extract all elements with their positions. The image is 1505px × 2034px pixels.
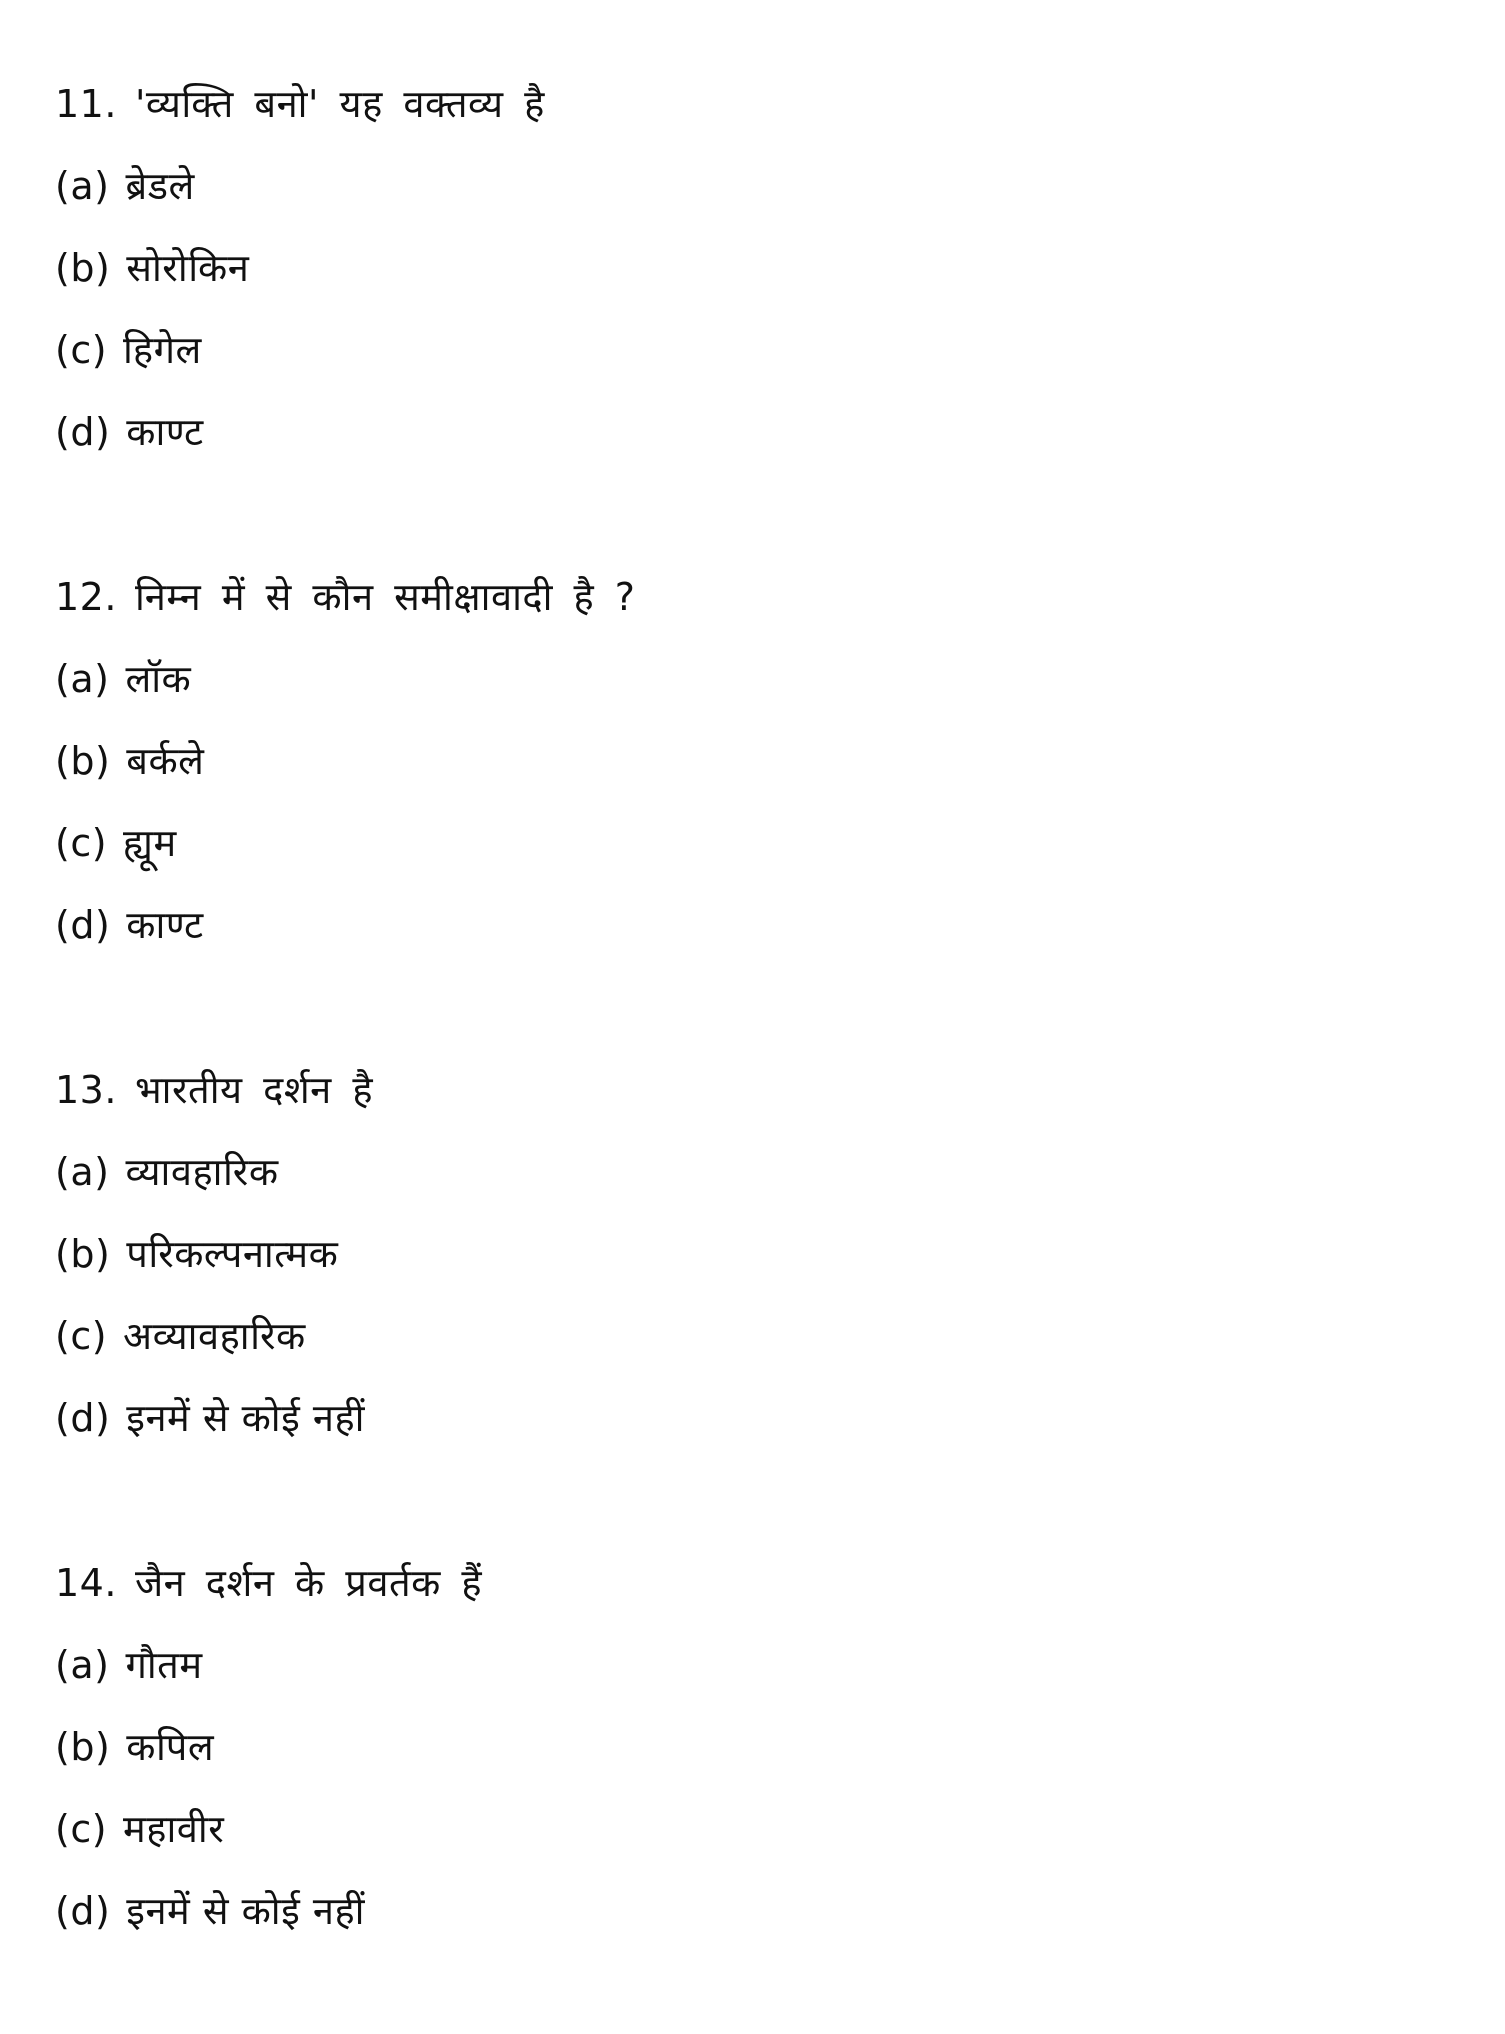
option-text: कपिल xyxy=(126,1725,215,1769)
option-letter: (c) xyxy=(55,1807,108,1851)
option-b xyxy=(55,1222,1455,1304)
option-text: ह्यूम xyxy=(123,821,177,865)
option-a xyxy=(55,1633,1455,1715)
option-b xyxy=(55,1715,1455,1797)
question-13 xyxy=(55,1058,1455,1468)
option-letter: (c) xyxy=(55,821,108,865)
question-line xyxy=(55,72,1455,154)
option-b xyxy=(55,729,1455,811)
option-b xyxy=(55,236,1455,318)
question-number: 14. xyxy=(55,1561,117,1605)
question-text: जैन दर्शन के प्रवर्तक हैं xyxy=(134,1561,483,1605)
option-letter: (a) xyxy=(55,1150,110,1194)
option-text: गौतम xyxy=(125,1643,203,1687)
option-text: परिकल्पनात्मक xyxy=(126,1232,339,1276)
option-text: अव्यावहारिक xyxy=(123,1314,306,1358)
question-line xyxy=(55,1551,1455,1633)
option-d xyxy=(55,1879,1455,1961)
option-text: काण्ट xyxy=(126,903,204,947)
option-letter: (b) xyxy=(55,739,111,783)
option-text: लॉक xyxy=(125,657,192,701)
question-number: 11. xyxy=(55,82,117,126)
option-letter: (d) xyxy=(55,903,111,947)
option-text: ब्रेडले xyxy=(125,164,195,208)
option-d xyxy=(55,1386,1455,1468)
option-text: इनमें से कोई नहीं xyxy=(126,1889,365,1933)
option-text: हिगेल xyxy=(123,328,202,372)
option-letter: (b) xyxy=(55,1725,111,1769)
option-text: बर्कले xyxy=(126,739,205,783)
option-a xyxy=(55,154,1455,236)
option-text: इनमें से कोई नहीं xyxy=(126,1396,365,1440)
question-number: 13. xyxy=(55,1068,117,1112)
question-12 xyxy=(55,565,1455,975)
option-d xyxy=(55,893,1455,975)
option-c xyxy=(55,1304,1455,1386)
option-letter: (d) xyxy=(55,410,111,454)
option-text: काण्ट xyxy=(126,410,204,454)
option-c xyxy=(55,318,1455,400)
option-text: महावीर xyxy=(123,1807,225,1851)
option-c xyxy=(55,811,1455,893)
question-text: भारतीय दर्शन है xyxy=(134,1068,374,1112)
option-a xyxy=(55,647,1455,729)
question-14 xyxy=(55,1551,1455,1961)
option-letter: (a) xyxy=(55,164,110,208)
option-text: सोरोकिन xyxy=(126,246,250,290)
option-d xyxy=(55,400,1455,482)
option-letter: (a) xyxy=(55,657,110,701)
option-letter: (d) xyxy=(55,1396,111,1440)
option-letter: (b) xyxy=(55,246,111,290)
option-c xyxy=(55,1797,1455,1879)
option-a xyxy=(55,1140,1455,1222)
option-letter: (c) xyxy=(55,328,108,372)
question-11 xyxy=(55,72,1455,482)
option-text: व्यावहारिक xyxy=(125,1150,279,1194)
option-letter: (b) xyxy=(55,1232,111,1276)
question-text: 'व्यक्ति बनो' यह वक्तव्य है xyxy=(134,82,545,126)
option-letter: (a) xyxy=(55,1643,110,1687)
question-line xyxy=(55,1058,1455,1140)
question-line xyxy=(55,565,1455,647)
option-letter: (d) xyxy=(55,1889,111,1933)
question-number: 12. xyxy=(55,575,117,619)
option-letter: (c) xyxy=(55,1314,108,1358)
question-text: निम्न में से कौन समीक्षावादी है ? xyxy=(134,575,636,619)
